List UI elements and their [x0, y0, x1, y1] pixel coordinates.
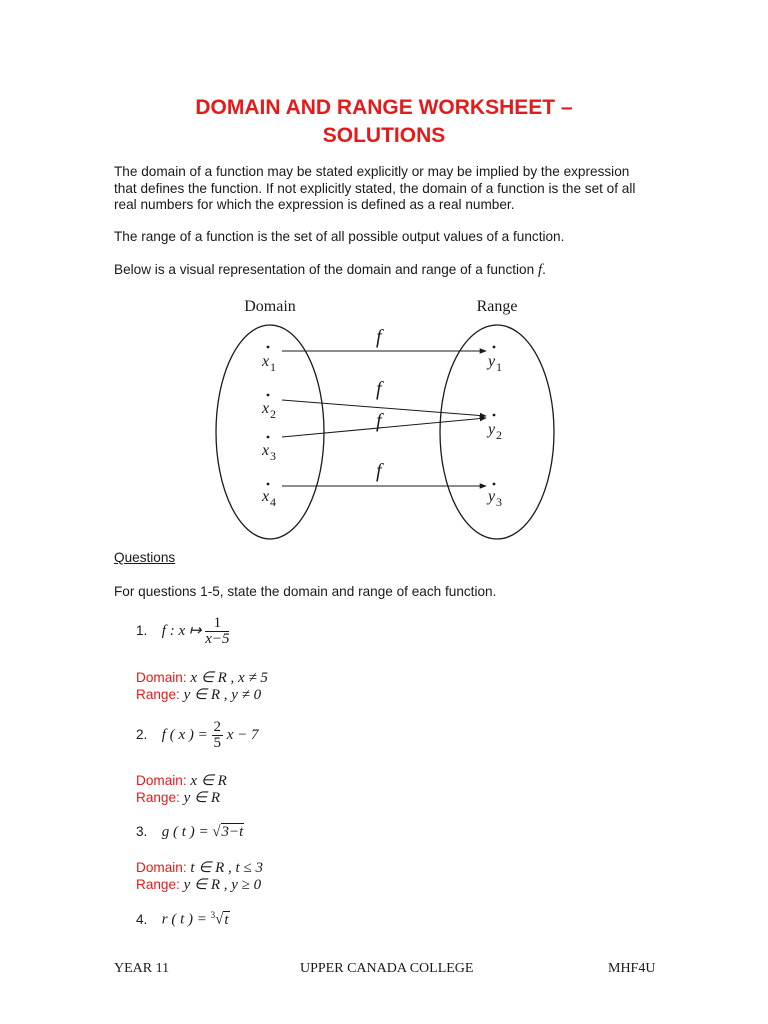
domain-point-sub: 1: [270, 360, 276, 374]
mapping-diagram: [0, 285, 768, 545]
domain-answer-label: Domain:: [136, 773, 187, 788]
domain-answer-label: Domain:: [136, 860, 187, 875]
domain-point-sub: 3: [270, 449, 276, 463]
question-expression: f : x ↦: [161, 623, 202, 640]
range-answer-2: [136, 789, 220, 807]
domain-label: Domain: [244, 298, 296, 315]
domain-definition-paragraph: The domain of a function may be stated explicitly or may be implied by the expression that defines the function. If not explicitly stated, the domain of a function is the set of all real numbers for which the expression is defined as a real number.: [114, 164, 636, 212]
range-answer: y ∈ R , y ≠ 0: [183, 687, 262, 703]
question-number: 1.: [136, 623, 148, 639]
radicand: t: [224, 911, 229, 928]
domain-point-dot: [267, 436, 270, 439]
range-point-sub: 3: [496, 495, 502, 509]
domain-point-base: x: [262, 353, 270, 370]
question-2: [136, 720, 259, 751]
question-3: [136, 824, 244, 841]
domain-point-sub: 2: [270, 407, 276, 421]
range-point-y1: [486, 346, 502, 374]
page-title-line-1: DOMAIN AND RANGE WORKSHEET –: [195, 96, 573, 119]
domain-point-dot: [267, 394, 270, 397]
fraction-denominator: x−5: [205, 631, 230, 647]
arrow-label-f-4: f: [376, 460, 382, 482]
range-point-sub: 2: [496, 428, 502, 442]
arrow-label-f-2: f: [376, 378, 382, 400]
question-expression-rhs: x − 7: [226, 727, 259, 744]
question-expression: r ( t ) =: [161, 911, 211, 928]
root-index: 3: [210, 910, 216, 920]
question-number: 2.: [136, 727, 148, 743]
footer-course-code: MHF4U: [608, 961, 656, 976]
question-number: 4.: [136, 911, 148, 927]
visual-intro-period: .: [542, 262, 546, 277]
range-label: Range: [476, 298, 518, 315]
range-point-base: y: [488, 353, 496, 370]
domain-point-x3: [261, 436, 276, 463]
range-answer: y ∈ R: [183, 790, 221, 806]
range-answer-label: Range:: [136, 687, 180, 702]
answer-1: [136, 669, 268, 687]
domain-answer: t ∈ R , t ≤ 3: [190, 860, 263, 876]
range-point-dot: [493, 414, 496, 417]
footer-year: YEAR 11: [114, 961, 170, 976]
arrow-label-f-1: f: [376, 326, 382, 348]
domain-point-base: x: [262, 442, 270, 459]
domain-answer: x ∈ R: [190, 773, 227, 789]
question-1: [136, 616, 229, 647]
question-number: 3.: [136, 824, 148, 839]
range-point-base: y: [488, 421, 496, 438]
domain-point-sub: 4: [270, 495, 276, 509]
questions-heading: Questions: [114, 550, 176, 565]
question-expression: g ( t ) = √: [161, 824, 221, 840]
question-fraction: [212, 720, 224, 751]
domain-point-x1: [261, 346, 276, 374]
fraction-numerator: 1: [205, 616, 229, 632]
range-answer-1: [136, 686, 261, 704]
range-point-sub: 1: [496, 360, 502, 374]
footer-school: UPPER CANADA COLLEGE: [300, 961, 474, 976]
domain-answer-label: Domain:: [136, 670, 187, 685]
domain-point-x4: [261, 483, 276, 509]
answer-3: [136, 859, 263, 877]
mapping-arrow-x2-y2: [282, 400, 486, 416]
arrow-label-f-3: f: [376, 410, 382, 432]
domain-point-x2: [261, 394, 276, 421]
visual-intro-text: Below is a visual representation of the domain and range of a function: [114, 262, 538, 277]
fraction-denominator: 5: [213, 735, 221, 751]
visual-intro-function-symbol: f: [537, 262, 543, 278]
range-point-base: y: [488, 488, 496, 505]
questions-instruction: For questions 1-5, state the domain and range of each function.: [114, 584, 497, 599]
range-point-dot: [493, 346, 496, 349]
range-answer-label: Range:: [136, 877, 180, 892]
range-answer-label: Range:: [136, 790, 180, 805]
fraction-numerator: 2: [213, 719, 221, 735]
question-expression: f ( x ) =: [161, 727, 208, 744]
range-point-y3: [486, 483, 502, 509]
domain-point-base: x: [262, 488, 270, 505]
radical-sign: √: [215, 911, 224, 928]
domain-point-dot: [267, 346, 270, 349]
answer-2: [136, 772, 227, 790]
range-point-y2: [486, 414, 502, 442]
domain-point-base: x: [262, 400, 270, 417]
mapping-arrow-x3-y2: [282, 418, 486, 437]
domain-point-dot: [267, 483, 270, 486]
visual-intro-paragraph: [114, 262, 654, 279]
range-point-dot: [493, 483, 496, 486]
domain-answer: x ∈ R , x ≠ 5: [190, 670, 268, 686]
page-title-line-2: SOLUTIONS: [322, 124, 446, 147]
range-answer-3: [136, 876, 261, 894]
range-answer: y ∈ R , y ≥ 0: [183, 877, 262, 893]
range-definition-paragraph: The range of a function is the set of all possible output values of a function.: [114, 229, 565, 244]
question-fraction: [205, 616, 229, 647]
question-4: [136, 910, 230, 929]
radicand: 3−t: [221, 824, 244, 840]
